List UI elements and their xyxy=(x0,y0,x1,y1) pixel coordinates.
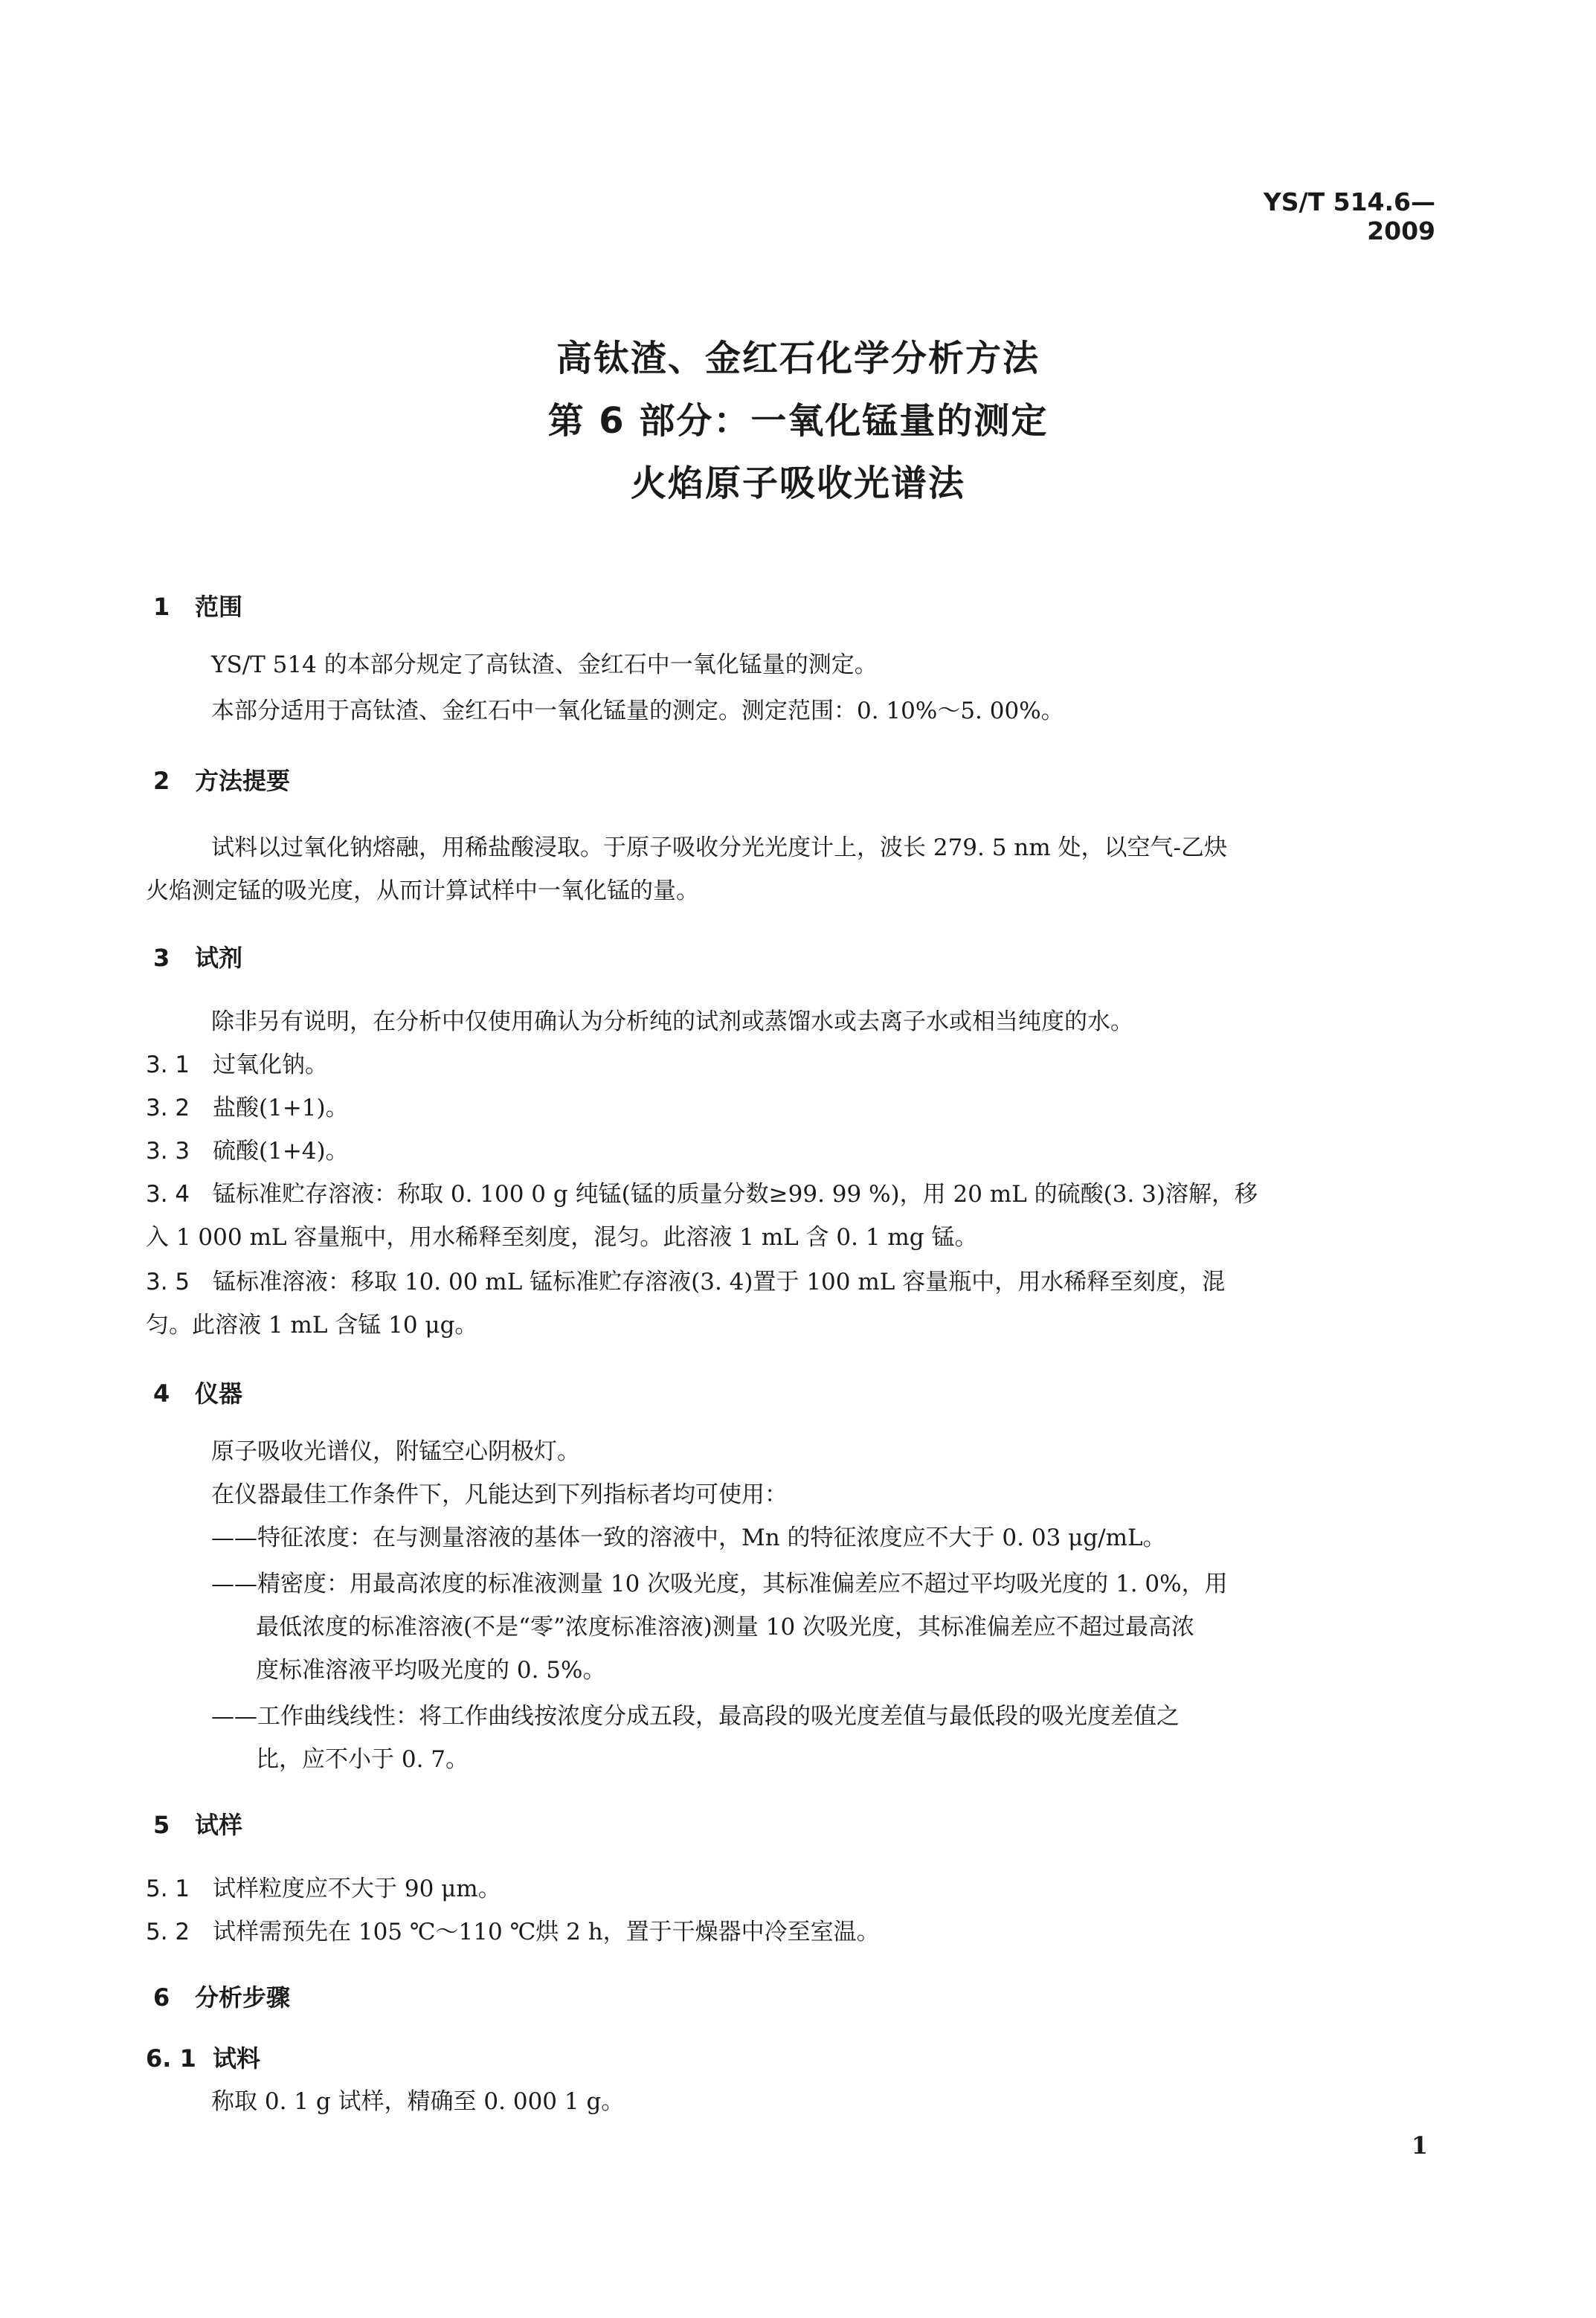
subsection-6-1-heading xyxy=(146,2042,260,2075)
section-title: 试样 xyxy=(195,1811,243,1839)
clause-5-2 xyxy=(146,1916,880,1948)
document-code: YS/T 514.6—2009 xyxy=(1263,187,1435,245)
section-title: 方法提要 xyxy=(195,767,291,795)
section-1-heading xyxy=(153,590,242,623)
title-line-3: 火焰原子吸收光谱法 xyxy=(630,463,965,504)
clause-3-3 xyxy=(146,1135,349,1168)
clause-text: 试样粒度应不大于 90 μm。 xyxy=(213,1876,501,1902)
dash-item: ——特征浓度：在与测量溶液的基体一致的溶液中，Mn 的特征浓度应不大于 0. 03 μg/mL。 xyxy=(211,1525,1166,1551)
clause-number: 3. 1 xyxy=(146,1052,190,1078)
paragraph: 称取 0. 1 g 试样，精确至 0. 000 1 g。 xyxy=(211,2088,625,2115)
dash-item-continuation: 度标准溶液平均吸光度的 0. 5%。 xyxy=(256,1657,606,1684)
dash-item: ——工作曲线线性：将工作曲线按浓度分成五段，最高段的吸光度差值与最低段的吸光度差值之 xyxy=(211,1703,1180,1730)
paragraph-continuation: 火焰测定锰的吸光度，从而计算试样中一氧化锰的量。 xyxy=(146,878,699,904)
section-title: 范围 xyxy=(195,593,243,621)
paragraph: 在仪器最佳工作条件下，凡能达到下列指标者均可使用： xyxy=(211,1481,788,1508)
section-title: 试剂 xyxy=(195,944,243,972)
document-title xyxy=(0,327,1596,515)
clause-text: 盐酸(1+1)。 xyxy=(213,1095,349,1121)
clause-text: 试样需预先在 105 ℃～110 ℃烘 2 h，置于干燥器中冷至室温。 xyxy=(213,1919,880,1945)
clause-number: 3. 5 xyxy=(146,1269,190,1295)
clause-3-2 xyxy=(146,1092,349,1124)
section-number: 2 xyxy=(153,767,170,795)
clause-continuation: 入 1 000 mL 容量瓶中，用水稀释至刻度，混匀。此溶液 1 mL 含 0. 1 mg 锰。 xyxy=(146,1224,978,1251)
section-2-heading xyxy=(153,764,290,797)
title-line-1: 高钛渣、金红石化学分析方法 xyxy=(556,338,1040,379)
clause-number: 5. 2 xyxy=(146,1919,190,1945)
section-title: 仪器 xyxy=(195,1379,243,1408)
section-number: 6 xyxy=(153,1983,170,2012)
clause-number: 3. 2 xyxy=(146,1095,190,1121)
subsection-title: 试料 xyxy=(213,2044,261,2073)
clause-3-4 xyxy=(146,1178,1258,1211)
clause-text: 硫酸(1+4)。 xyxy=(213,1138,349,1165)
title-line-2: 第 6 部分：一氧化锰量的测定 xyxy=(547,400,1049,442)
section-number: 5 xyxy=(153,1811,170,1839)
section-6-heading xyxy=(153,1981,290,2014)
section-number: 3 xyxy=(153,944,170,972)
dash-item-continuation: 最低浓度的标准溶液(不是“零”浓度标准溶液)测量 10 次吸光度，其标准偏差应不超过最高浓 xyxy=(256,1614,1195,1641)
clause-3-5 xyxy=(146,1266,1225,1298)
clause-text: 锰标准贮存溶液：称取 0. 100 0 g 纯锰(锰的质量分数≥99. 99 %)，用 20 mL 的硫酸(3. 3)溶解，移 xyxy=(213,1181,1258,1208)
section-5-heading xyxy=(153,1809,242,1841)
paragraph: 原子吸收光谱仪，附锰空心阴极灯。 xyxy=(211,1438,580,1465)
section-number: 4 xyxy=(153,1379,170,1408)
section-number: 1 xyxy=(153,593,170,621)
paragraph: 除非另有说明，在分析中仅使用确认为分析纯的试剂或蒸馏水或去离子水或相当纯度的水。 xyxy=(211,1008,1133,1035)
clause-continuation: 匀。此溶液 1 mL 含锰 10 μg。 xyxy=(146,1312,478,1339)
clause-number: 3. 4 xyxy=(146,1181,190,1208)
clause-number: 5. 1 xyxy=(146,1876,190,1902)
clause-text: 锰标准溶液：移取 10. 00 mL 锰标准贮存溶液(3. 4)置于 100 mL 容量瓶中，用水稀释至刻度，混 xyxy=(213,1269,1226,1295)
section-4-heading xyxy=(153,1377,242,1410)
subsection-number: 6. 1 xyxy=(146,2044,196,2073)
section-3-heading xyxy=(153,941,242,974)
clause-3-1 xyxy=(146,1049,328,1081)
clause-text: 过氧化钠。 xyxy=(213,1052,328,1078)
clause-5-1 xyxy=(146,1873,501,1905)
dash-item-continuation: 比，应不小于 0. 7。 xyxy=(256,1746,469,1773)
page-number: 1 xyxy=(1411,2131,1428,2160)
section-title: 分析步骤 xyxy=(195,1983,291,2012)
dash-item: ——精密度：用最高浓度的标准液测量 10 次吸光度，其标准偏差应不超过平均吸光度的 1. 0%，用 xyxy=(211,1571,1228,1597)
paragraph: 本部分适用于高钛渣、金红石中一氧化锰量的测定。测定范围：0. 10%～5. 00%。 xyxy=(211,698,1064,724)
clause-number: 3. 3 xyxy=(146,1138,190,1165)
paragraph: YS/T 514 的本部分规定了高钛渣、金红石中一氧化锰量的测定。 xyxy=(211,651,878,678)
paragraph: 试料以过氧化钠熔融，用稀盐酸浸取。于原子吸收分光光度计上，波长 279. 5 nm 处，以空气-乙炔 xyxy=(211,834,1227,861)
